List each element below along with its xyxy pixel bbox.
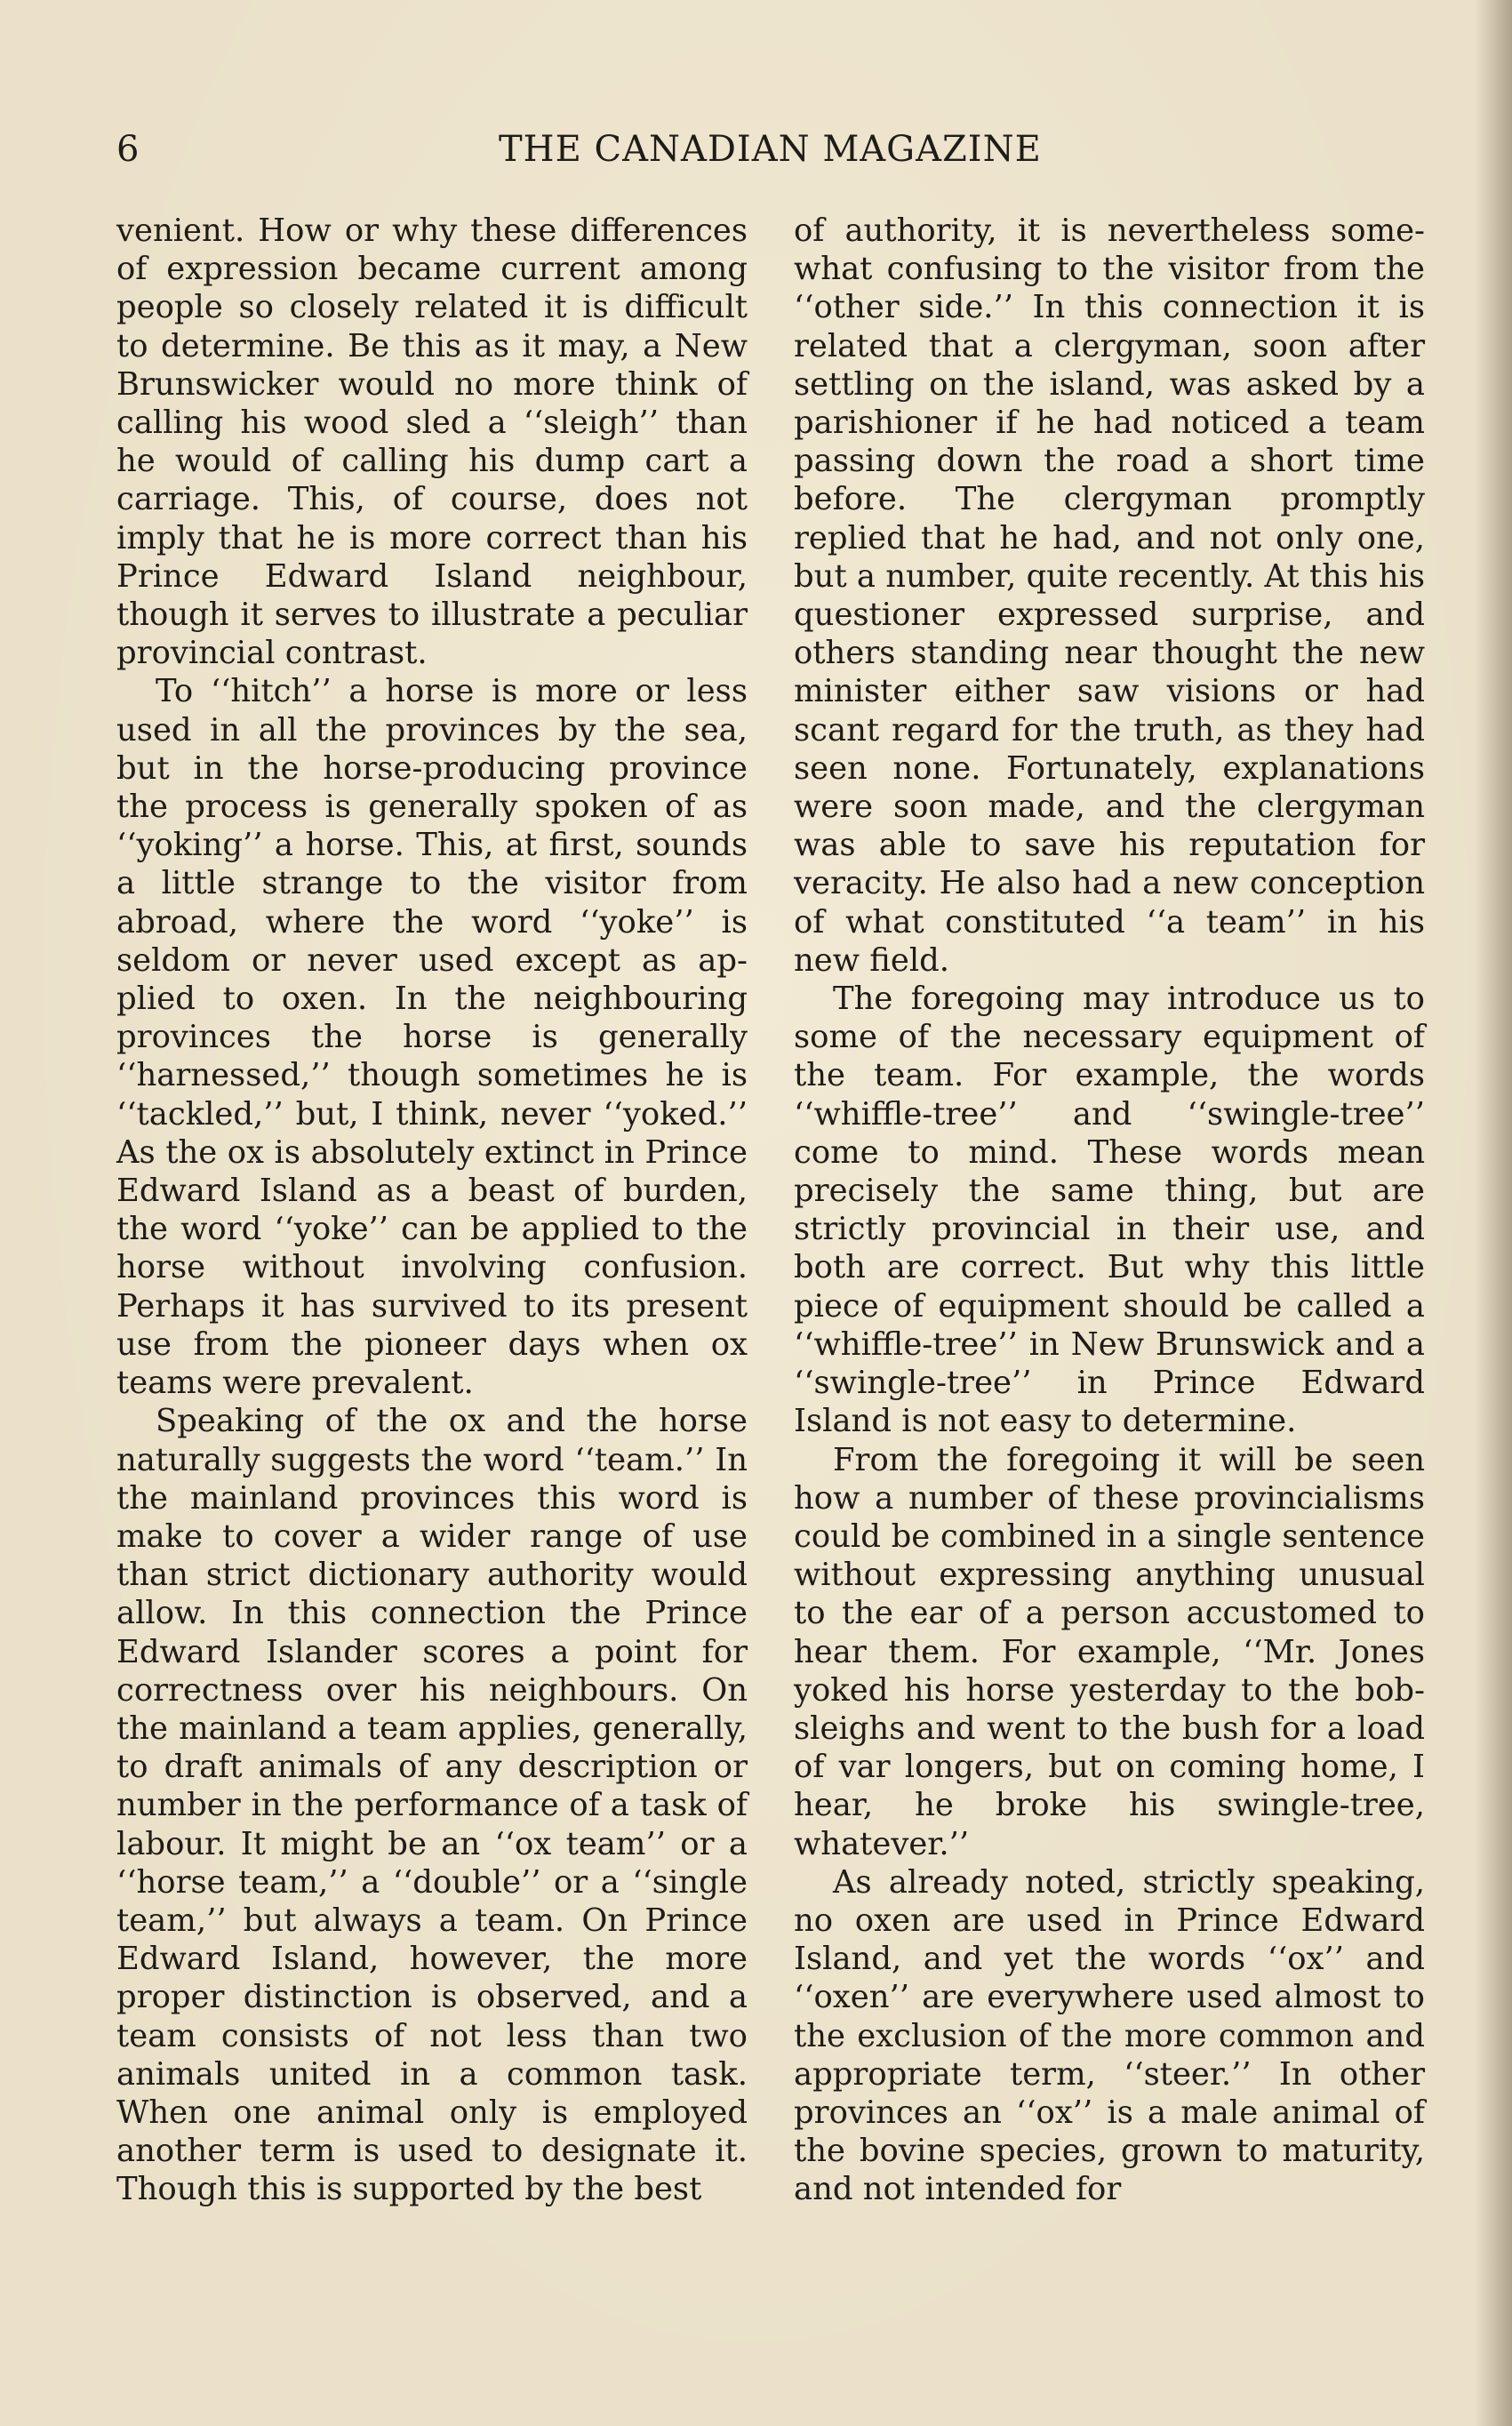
paragraph: From the foregoing it will be seen how a number of these provincialisms could be combined in a single sentence without expressing anything unusual to the ear of a person accustomed to hear them. For example, ‘‘Mr. Jones yoked his horse yesterday to the bob-sleighs and went to the bush for a load of var longers, but on coming home, I hear, he broke his swingle-tree, whatever.’’ [794, 1441, 1425, 1862]
paragraph: of authority, it is nevertheless somewhat confusing to the visitor from the ‘‘other side.’’ In this connection it is related that a clergyman, soon after settling on the island, was asked by a parishioner if he had noticed a team passing down the road a short time before. The clergyman promptly replied that he had, and not only one, but a number, quite recently. At this his questioner expressed surprise, and others standing near thought the new minister either saw visions or had scant regard for the truth, as they had seen none. Fortunately, explanations were soon made, and the clergyman was able to save his reputation for veracity. He also had a new conception of what constituted ‘‘a team’’ in his new field. [794, 212, 1425, 979]
right-column [794, 212, 1425, 2209]
paragraph: To ‘‘hitch’’ a horse is more or less used in all the provinces by the sea, but in the horse-producing province the process is generally spoken of as ‘‘yoking’’ a horse. This, at first, sounds a little strange to the visitor from abroad, where the word ‘‘yoke’’ is seldom or never used except as applied to oxen. In the neighbouring provinces the horse is generally ‘‘harnessed,’’ though sometimes he is ‘‘tackled,’’ but, I think, never ‘‘yoked.’’ As the ox is absolutely extinct in Prince Edward Island as a beast of burden, the word ‘‘yoke’’ can be applied to the horse without involving confusion. Perhaps it has survived to its present use from the pioneer days when ox teams were prevalent. [116, 673, 748, 1402]
page-spine-shadow [1475, 0, 1512, 2426]
left-column [116, 212, 748, 2209]
page-header [116, 123, 1423, 176]
paragraph: venient. How or why these differences of expression became current among people so closely related it is difficult to determine. Be this as it may, a New Brunswicker would no more think of calling his wood sled a ‘‘sleigh’’ than he would of calling his dump cart a carriage. This, of course, does not imply that he is more correct than his Prince Edward Island neighbour, though it serves to illustrate a peculiar provincial contrast. [116, 212, 748, 672]
paragraph: Speaking of the ox and the horse naturally suggests the word ‘‘team.’’ In the mainland provinces this word is make to cover a wider range of use than strict dictionary authority would allow. In this connection the Prince Edward Islander scores a point for correctness over his neighbours. On the mainland a team applies, generally, to draft animals of any description or number in the performance of a task of labour. It might be an ‘‘ox team’’ or a ‘‘horse team,’’ a ‘‘double’’ or a ‘‘single team,’’ but always a team. On Prince Edward Island, however, the more proper distinction is observed, and a team consists of not less than two animals united in a common task. When one animal only is employed another term is used to designate it. Though this is supported by the best [116, 1403, 748, 2208]
paragraph: The foregoing may introduce us to some of the necessary equipment of the team. For example, the words ‘‘whiffle-tree’’ and ‘‘swingle-tree’’ come to mind. These words mean precisely the same thing, but are strictly provincial in their use, and both are correct. But why this little piece of equipment should be called a ‘‘whiffle-tree’’ in New Brunswick and a ‘‘swingle-tree’’ in Prince Edward Island is not easy to determine. [794, 981, 1425, 1440]
page-number: 6 [116, 129, 140, 170]
paragraph: As already noted, strictly speaking, no oxen are used in Prince Edward Island, and yet the words ‘‘ox’’ and ‘‘oxen’’ are everywhere used almost to the exclusion of the more common and appropriate term, ‘‘steer.’’ In other provinces an ‘‘ox’’ is a male animal of the bovine species, grown to maturity, and not intended for [794, 1863, 1425, 2208]
running-title: THE CANADIAN MAGAZINE [499, 129, 1042, 170]
